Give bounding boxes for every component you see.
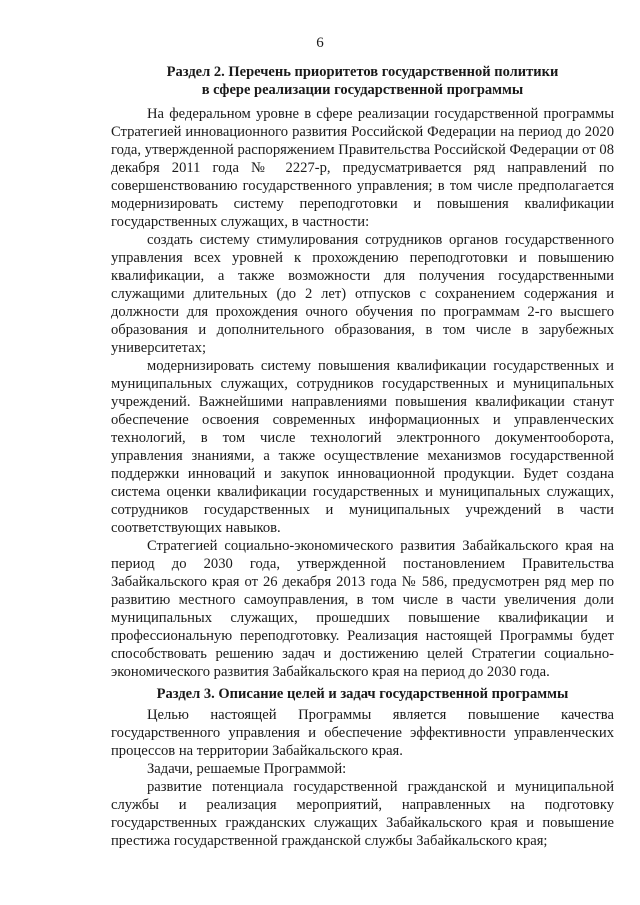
section-3-paragraph-1: Целью настоящей Программы является повышение качества государственного управления и обеспечение эффективности управленческих процессов на территории Забайкальского края. [111,707,614,759]
section-3-heading: Раздел 3. Описание целей и задач государственной программы [156,686,569,702]
page-content [111,63,614,850]
section-3-paragraph-3: развитие потенциала государственной гражданской и муниципальной службы и реализация мероприятий, направленных на подготовку государственных гражданских служащих Забайкальского края и повышение престижа государственной гражданской службы Забайкальского края; [111,779,614,849]
section-2-heading-line-2: в сфере реализации государственной программы [201,82,524,98]
page-number: 6 [316,35,324,51]
section-2-heading-line-1: Раздел 2. Перечень приоритетов государственной политики [166,64,559,80]
section-2-paragraph-2: создать систему стимулирования сотрудников органов государственного управления всех уровней к прохождению переподготовки и повышению квалификации, а также возможности для получения государственными служащими длительных (до 2 лет) отпусков с сохранением содержания и должности для прохождения очного обучения по программам 2-го высшего образования и дополнительного образования, в том числе в зарубежных университетах; [111,232,614,356]
section-2-paragraph-4: Стратегией социально-экономического развития Забайкальского края на период до 2030 года, утвержденной постановлением Правительства Забайкальского края от 26 декабря 2013 года № 586, предусмотрен ряд мер по развитию местного самоуправления, в том числе в части увеличения доли муниципальных служащих, прошедших повышение квалификации и профессиональную переподготовку. Реализация настоящей Программы будет способствовать решению задач и достижению целей Стратегии социально-экономического развития Забайкальского края на период до 2030 года. [111,538,614,680]
section-3-paragraph-2: Задачи, решаемые Программой: [147,761,347,777]
section-2-paragraph-3: модернизировать систему повышения квалификации государственных и муниципальных служащих, сотрудников государственных и муниципальных учреждений. Важнейшими направлениями повышения квалификации станут обеспечение освоения современных информационных и управленческих технологий, в том числе технологий электронного документооборота, управления знаниями, а также осуществление механизмов государственной поддержки инноваций и закупок инновационной продукции. Будет создана система оценки квалификации государственных и муниципальных служащих, сотрудников государственных и муниципальных учреждений в части соответствующих навыков. [111,358,614,536]
section-2-paragraph-1: На федеральном уровне в сфере реализации государственной программы Стратегией инновационного развития Российской Федерации на период до 2020 года, утвержденной распоряжением Правительства Российской Федерации от 08 декабря 2011 года № 2227-р, предусматривается ряд направлений по совершенствованию государственного управления; в том числе предполагается модернизировать систему переподготовки и повышения квалификации государственных служащих, в частности: [111,106,614,230]
